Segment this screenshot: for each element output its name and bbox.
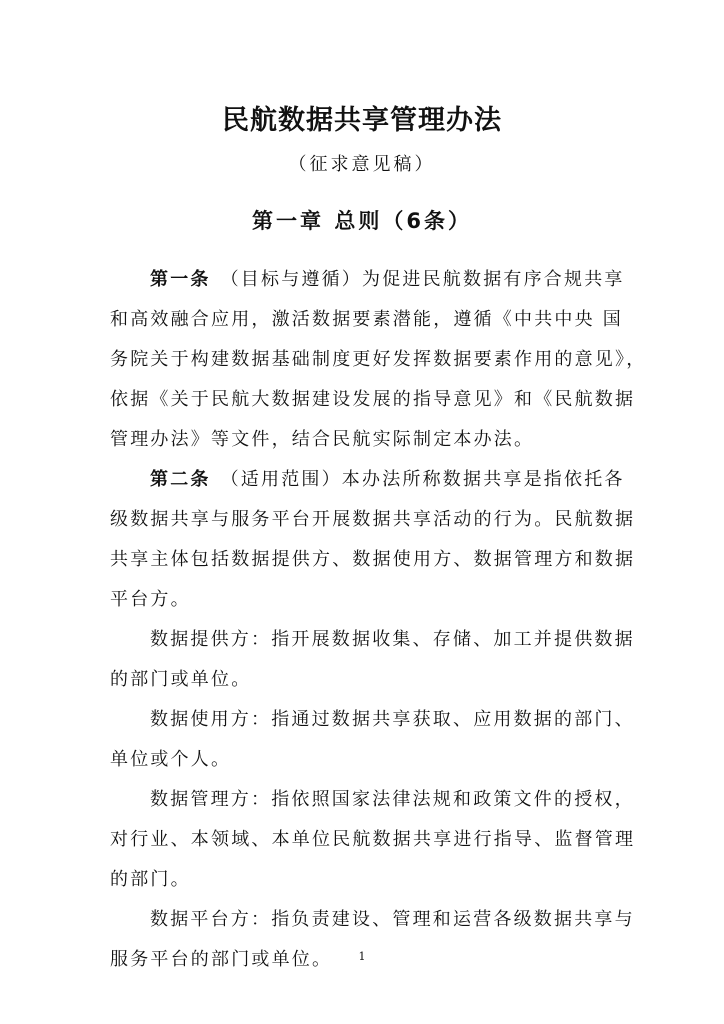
article-1-line-5: 管理办法》等文件，结合民航实际制定本办法。 xyxy=(110,429,535,450)
article-2-line-2: 级数据共享与服务平台开展数据共享活动的行为。民航数据 xyxy=(110,509,636,530)
manager-definition-line-3: 的部门。 xyxy=(110,869,191,890)
article-1-line-3: 务院关于构建数据基础制度更好发挥数据要素作用的意见》， xyxy=(110,349,647,370)
article-2-text: （适用范围）本办法所称数据共享是指依托各 xyxy=(220,469,625,490)
provider-definition-line-2: 的部门或单位。 xyxy=(110,669,252,690)
article-1-text: （目标与遵循）为促进民航数据有序合规共享 xyxy=(220,269,625,290)
user-definition-line-1: 数据使用方：指通过数据共享获取、应用数据的部门、 xyxy=(150,709,635,730)
platform-definition-line-1: 数据平台方：指负责建设、管理和运营各级数据共享与 xyxy=(150,909,635,930)
user-definition-line-2: 单位或个人。 xyxy=(110,749,232,770)
chapter-title: 第一章 总则（6条） xyxy=(252,209,472,233)
article-1-line-2: 和高效融合应用，激活数据要素潜能，遵循《中共中央 国 xyxy=(110,309,623,330)
article-2-line-3: 共享主体包括数据提供方、数据使用方、数据管理方和数据 xyxy=(110,549,636,570)
article-1-line-4: 依据《关于民航大数据建设发展的指导意见》和《民航数据 xyxy=(110,389,636,410)
page-number: 1 xyxy=(358,950,366,963)
platform-definition-line-2: 服务平台的部门或单位。 xyxy=(110,949,333,970)
article-1-line-1 xyxy=(110,260,625,300)
document-body xyxy=(110,260,647,980)
manager-definition-line-1: 数据管理方：指依照国家法律法规和政策文件的授权， xyxy=(150,789,635,810)
article-2-line-4: 平台方。 xyxy=(110,589,191,610)
article-2-line-1 xyxy=(110,460,625,500)
manager-definition-line-2: 对行业、本领域、本单位民航数据共享进行指导、监督管理 xyxy=(110,829,636,850)
article-1-number: 第一条 xyxy=(150,269,211,290)
article-2-number: 第二条 xyxy=(150,469,211,490)
document-title: 民航数据共享管理办法 xyxy=(222,105,502,136)
document-subtitle: （征求意见稿） xyxy=(288,154,436,175)
provider-definition-line-1: 数据提供方：指开展数据收集、存储、加工并提供数据 xyxy=(150,629,635,650)
